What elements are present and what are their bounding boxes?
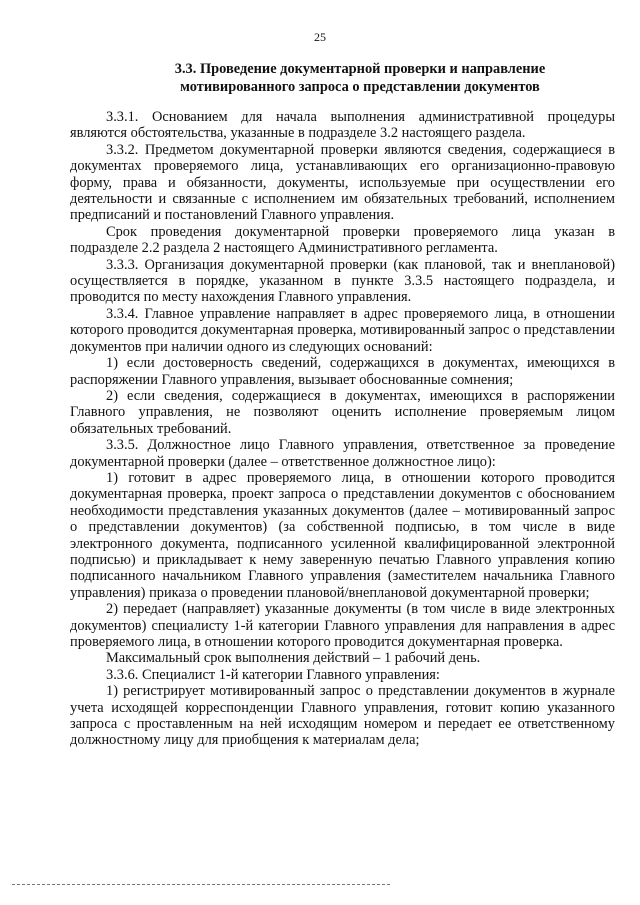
paragraph-3-3-6-item-1: 1) регистрирует мотивированный запрос о представлении документов в журнале учета исходящей корреспонденции Главного управления, готовит копию указанного запроса с проставленным на ней исходящим номером и передает ее ответственному должностному лицу для приобщения к материалам дела; — [70, 683, 615, 749]
paragraph-3-3-3: 3.3.3. Организация документарной проверки (как плановой, так и внеплановой) осуществляется в порядке, указанном в пункте 3.3.5 настоящего подраздела, и проводится по месту нахождения Главного управления. — [70, 256, 615, 306]
paragraph-3-3-4: 3.3.4. Главное управление направляет в адрес проверяемого лица, в отношении которого проводится документарная проверка, мотивированный запрос о представлении документов при наличии одного из следующих оснований: — [70, 305, 615, 355]
paragraph-3-3-4-item-2: 2) если сведения, содержащиеся в документах, имеющихся в распоряжении Главного управления, не позволяют оценить исполнение проверяемым лицом обязательных требований. — [70, 387, 615, 437]
paragraph-3-3-6: 3.3.6. Специалист 1-й категории Главного управления: — [106, 666, 440, 683]
footer-divider — [12, 884, 390, 885]
paragraph-3-3-5: 3.3.5. Должностное лицо Главного управления, ответственное за проведение документарной проверки (далее – ответственное должностное лицо): — [70, 437, 615, 470]
section-heading: 3.3. Проведение документарной проверки и направление мотивированного запроса о представлении документов — [174, 61, 546, 95]
paragraph-3-3-5-item-1: 1) готовит в адрес проверяемого лица, в отношении которого проводится документарная проверка, проект запроса о представлении документов с обоснованием необходимости представления указанных документов (далее – мотивированный запрос о представлении документов) (за собственной подписью, в том числе в виде электронного документа, подписанного усиленной квалифицированной электронной подписью) и прикладывает к нему заверенную печатью Главного управления копию подписанного начальником Главного управления (заместителем начальника Главного управления) приказа о проведении плановой/внеплановой документарной проверки; — [70, 469, 615, 601]
paragraph-max-term: Максимальный срок выполнения действий – 1 рабочий день. — [106, 650, 481, 667]
paragraph-term: Срок проведения документарной проверки проверяемого лица указан в подразделе 2.2 раздела 2 настоящего Административного регламента. — [70, 223, 615, 257]
paragraph-3-3-1: 3.3.1. Основанием для начала выполнения административной процедуры являются обстоятельства, указанные в подразделе 3.2 настоящего раздела. — [70, 109, 615, 142]
paragraph-3-3-2: 3.3.2. Предметом документарной проверки являются сведения, содержащиеся в документах проверяемого лица, устанавливающих его организационно-правовую форму, права и обязанности, документы, используемые при осуществлении его деятельности и связанные с исполнением им обязательных требований, исполнением предписаний и постановлений Главного управления. — [70, 141, 615, 224]
paragraph-3-3-4-item-1: 1) если достоверность сведений, содержащихся в документах, имеющихся в распоряжении Главного управления, вызывает обоснованные сомнения; — [70, 355, 615, 388]
paragraph-3-3-5-item-2: 2) передает (направляет) указанные документы (в том числе в виде электронных документов) специалисту 1-й категории Главного управления для направления в адрес проверяемого лица, в отношении которого проводится документарная проверка. — [70, 601, 615, 650]
page-number: 25 — [314, 30, 326, 44]
document-body — [70, 109, 615, 749]
